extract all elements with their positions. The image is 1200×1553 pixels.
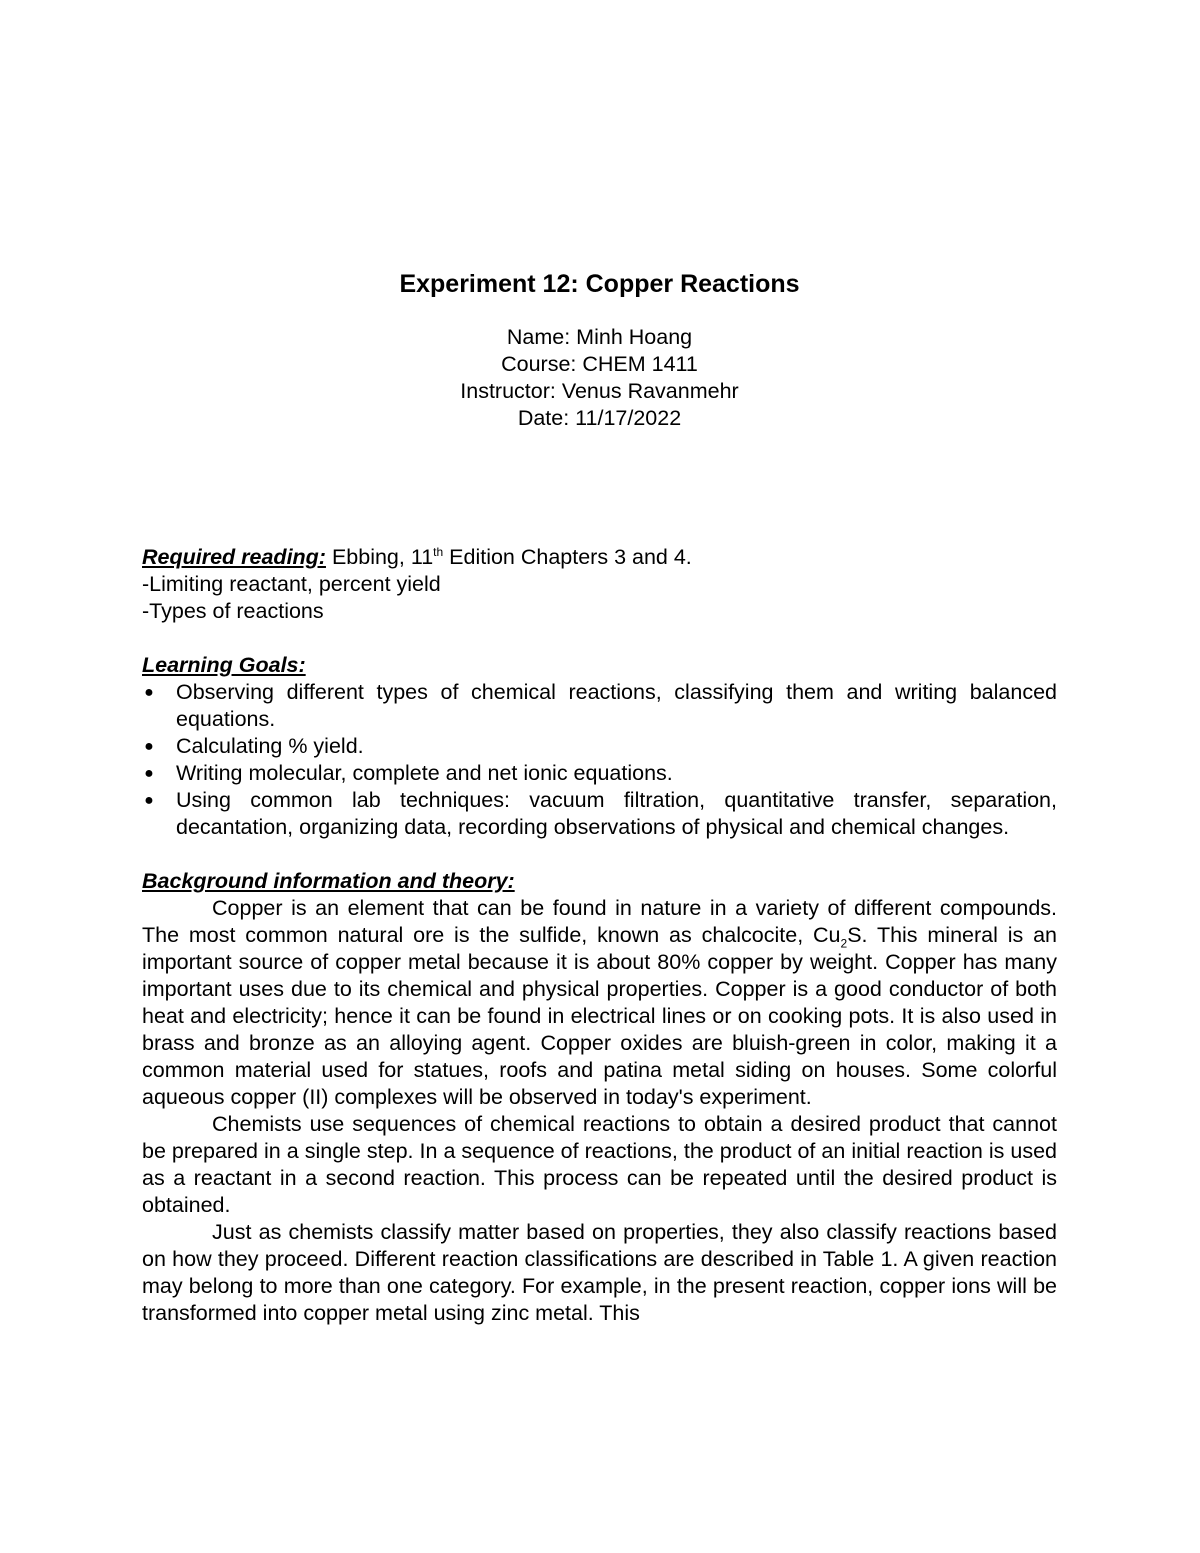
required-reading-text-end: Edition Chapters 3 and 4. xyxy=(443,545,692,569)
bullet-icon: ● xyxy=(144,765,154,782)
goal-text: Observing different types of chemical reactions, classifying them and writing balanced equations. xyxy=(176,680,1057,731)
author-info xyxy=(142,324,1057,432)
background-paragraph-2: Chemists use sequences of chemical reactions to obtain a desired product that cannot be prepared in a single step. In a sequence of reactions, the product of an initial reaction is used as a reactant in a second reaction. This process can be repeated until the desired product is obtained. xyxy=(142,1112,1057,1217)
bullet-icon: ● xyxy=(144,792,154,809)
report-date: Date: 11/17/2022 xyxy=(517,406,682,430)
reading-topic: -Types of reactions xyxy=(142,599,324,623)
list-item xyxy=(142,679,1057,733)
goal-text: Calculating % yield. xyxy=(176,734,364,758)
reading-topic: -Limiting reactant, percent yield xyxy=(142,572,441,596)
required-reading-line xyxy=(142,544,1057,571)
learning-goals-list xyxy=(142,679,1057,841)
background-heading: Background information and theory: xyxy=(142,869,515,893)
document-title: Experiment 12: Copper Reactions xyxy=(399,270,800,298)
goal-text: Using common lab techniques: vacuum filtration, quantitative transfer, separation, decantation, organizing data, recording observations of physical and chemical changes. xyxy=(176,788,1057,839)
student-name: Name: Minh Hoang xyxy=(506,325,693,349)
learning-goals-section xyxy=(142,652,1057,841)
course-code: Course: CHEM 1411 xyxy=(501,352,698,376)
background-paragraph-3: Just as chemists classify matter based on properties, they also classify reactions based on how they proceed. Different reaction classifications are described in Table 1. A given reaction may belong to more than one category. For example, in the present reaction, copper ions will be transformed into copper metal using zinc metal. This xyxy=(142,1220,1057,1325)
goal-text: Writing molecular, complete and net ionic equations. xyxy=(176,761,673,785)
list-item xyxy=(142,733,1057,760)
instructor-name: Instructor: Venus Ravanmehr xyxy=(460,379,739,403)
required-reading-text: Ebbing, 11 xyxy=(325,545,434,569)
bullet-icon: ● xyxy=(144,738,154,755)
subscript: 2 xyxy=(840,936,848,951)
required-reading-heading: Required reading: xyxy=(142,545,326,569)
learning-goals-heading: Learning Goals: xyxy=(142,653,306,677)
edition-superscript: th xyxy=(433,544,444,559)
bullet-icon: ● xyxy=(144,684,154,701)
paragraph-text: Copper is an element that can be found in nature in a variety of different compounds. The most common natural ore is the sulfide, known as chalcocite, Cu xyxy=(142,896,1057,947)
required-reading-section xyxy=(142,544,1057,625)
list-item xyxy=(142,760,1057,787)
background-paragraph-1 xyxy=(142,895,1057,1111)
list-item xyxy=(142,787,1057,841)
paragraph-text: S. This mineral is an important source of copper metal because it is about 80% copper by weight. Copper has many important uses due to its chemical and physical properties. Copper is a good conductor of both heat and electricity; hence it can be found in electrical lines or on cooking pots. It is also used in brass and bronze as an alloying agent. Copper oxides are bluish-green in color, making it a common material used for statues, roofs and patina metal siding on houses. Some colorful aqueous copper (II) complexes will be observed in today's experiment. xyxy=(142,923,1057,1109)
document-page xyxy=(142,266,1057,1327)
background-section xyxy=(142,868,1057,1327)
